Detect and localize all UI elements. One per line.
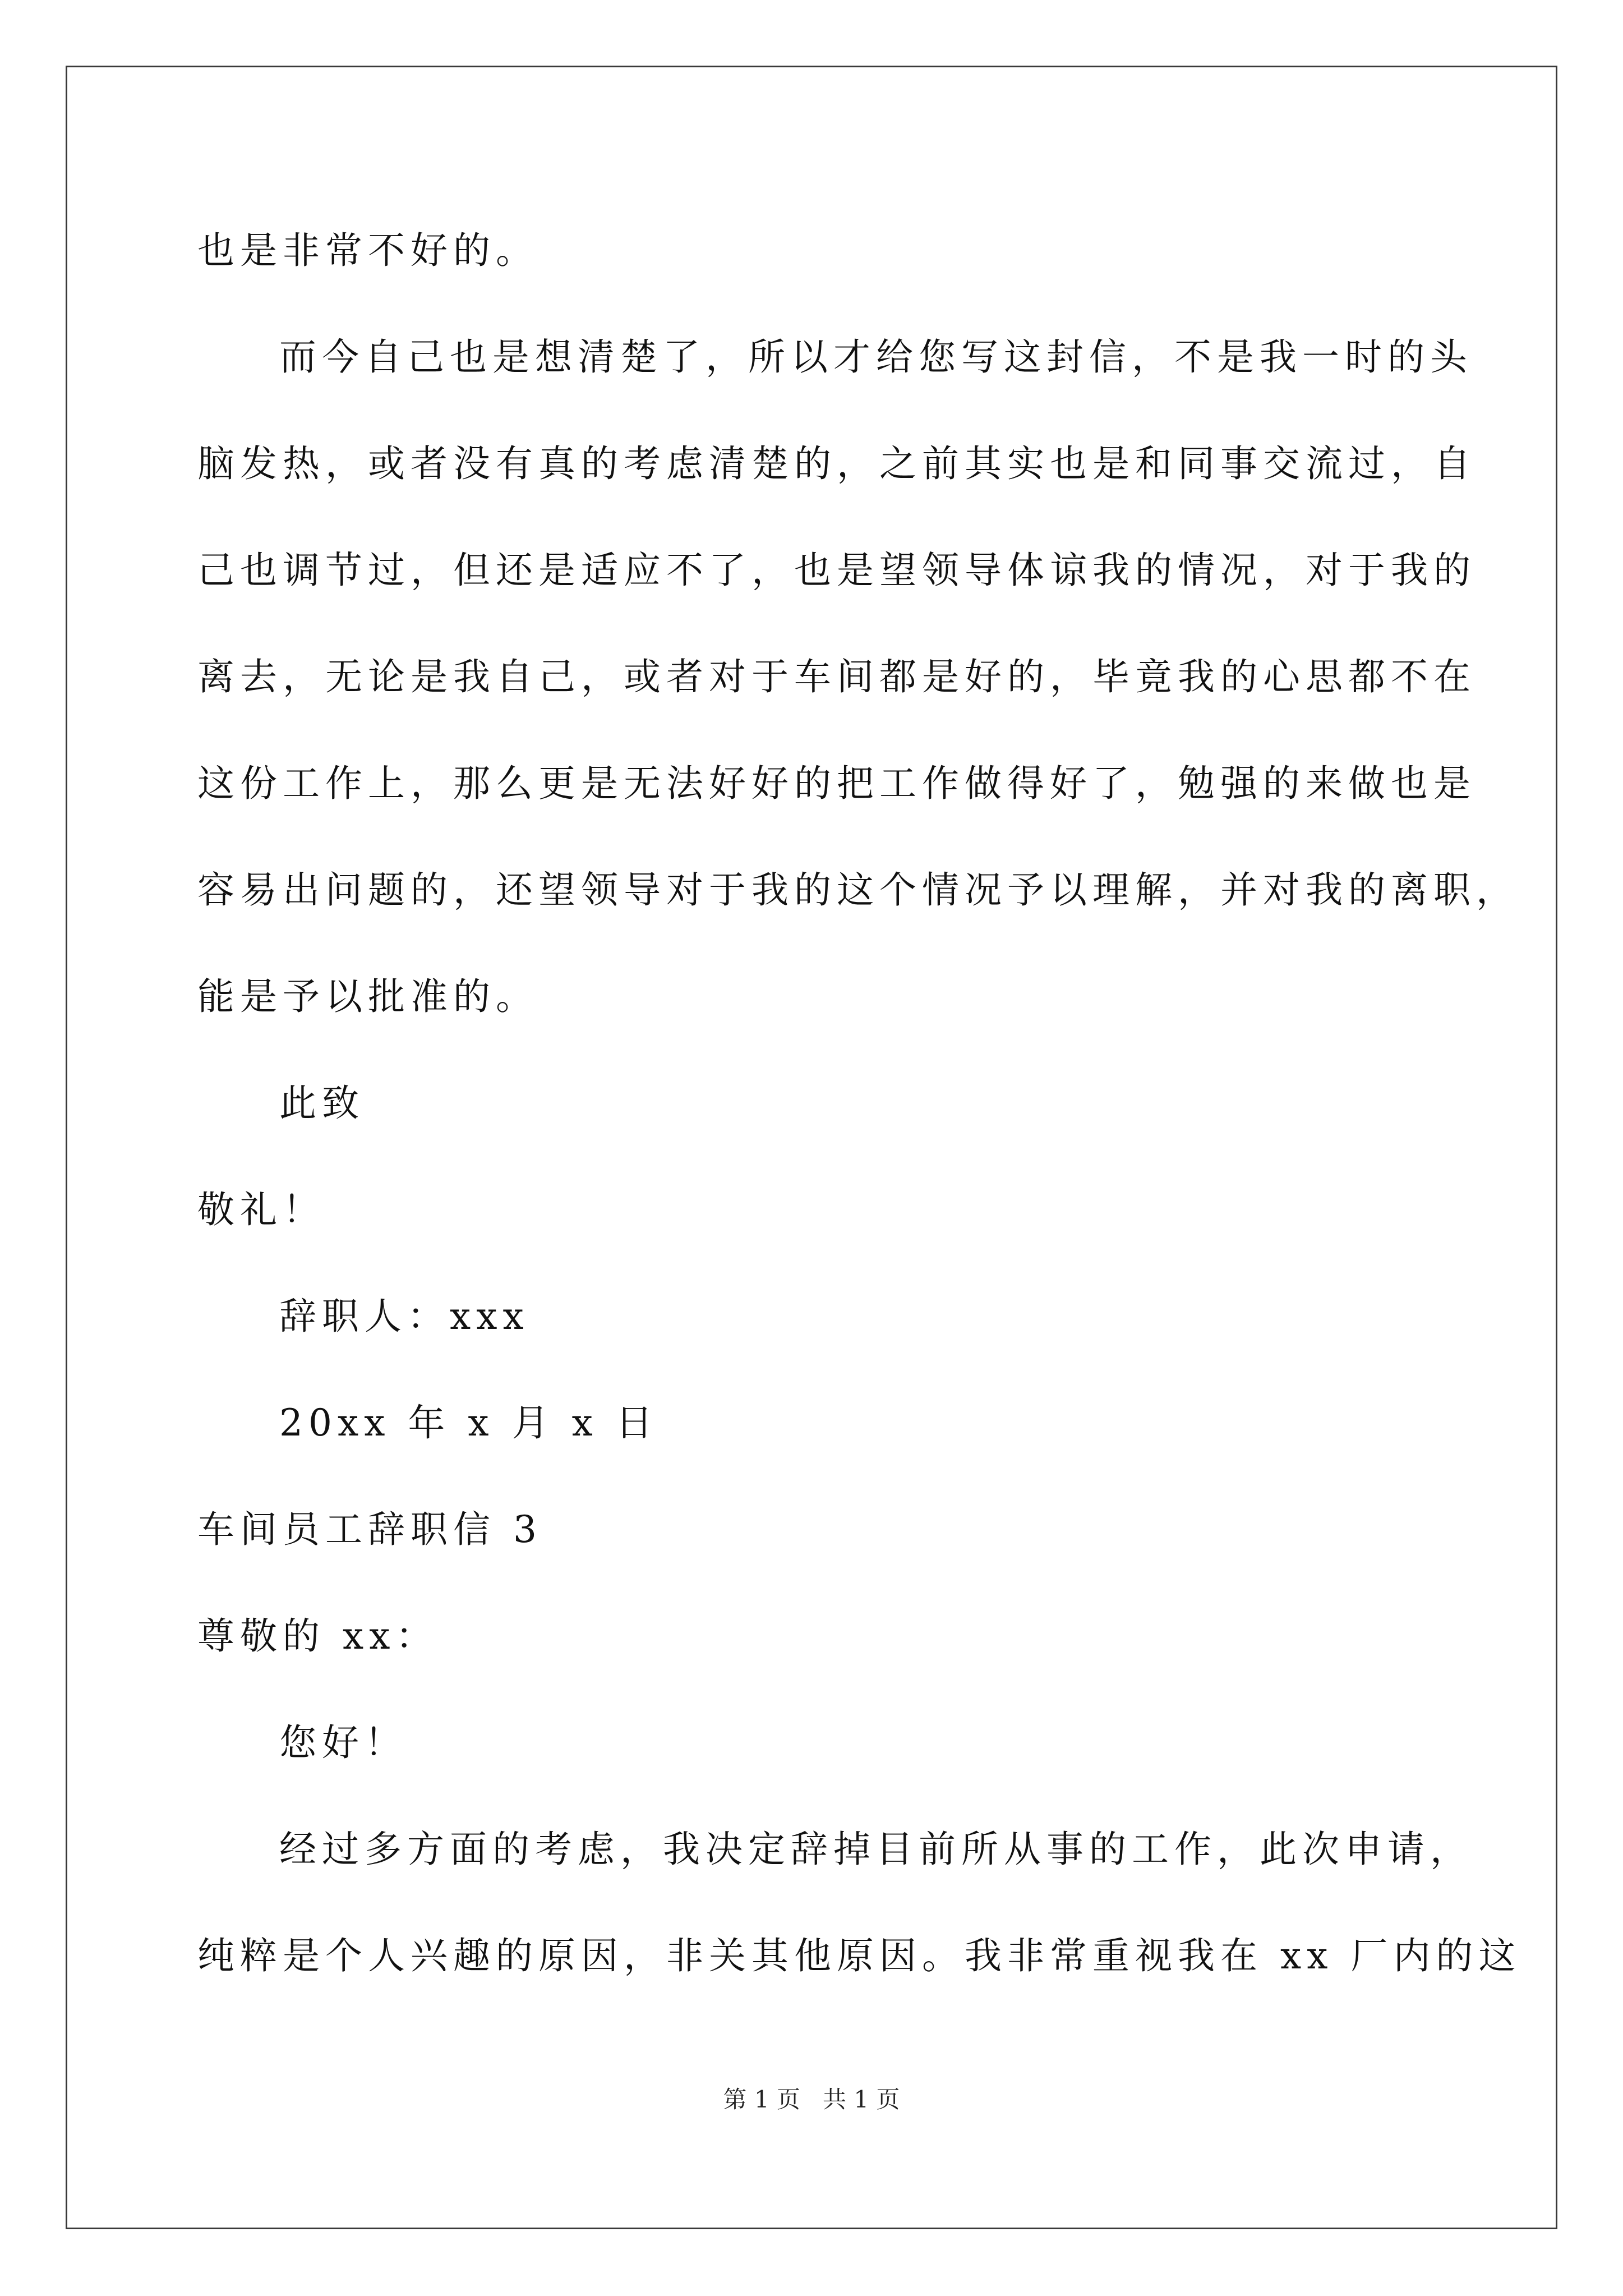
date-line: 20xx 年 x 月 x 日 — [279, 1401, 658, 1444]
text-line: 也是非常不好的。 — [197, 229, 538, 272]
text-line: 脑发热，或者没有真的考虑清楚的，之前其实也是和同事交流过，自 — [197, 442, 1476, 485]
text-line: 这份工作上，那么更是无法好好的把工作做得好了，勉强的来做也是 — [197, 762, 1476, 805]
signature-line: 辞职人：xxx — [279, 1295, 529, 1338]
text-line: 纯粹是个人兴趣的原因，非关其他原因。我非常重视我在 xx 厂内的这 — [197, 1934, 1521, 1977]
text-line: 能是予以批准的。 — [197, 975, 538, 1018]
closing-regards: 敬礼！ — [197, 1188, 325, 1231]
closing-salutation: 此致 — [279, 1082, 365, 1125]
text-line: 经过多方面的考虑，我决定辞掉目前所从事的工作，此次申请， — [279, 1828, 1473, 1871]
section-title: 车间员工辞职信 3 — [197, 1508, 542, 1551]
text-line: 容易出问题的，还望领导对于我的这个情况予以理解，并对我的离职， — [197, 868, 1519, 912]
addressee-line: 尊敬的 xx： — [197, 1614, 439, 1658]
text-line: 离去，无论是我自己，或者对于车间都是好的，毕竟我的心思都不在 — [197, 655, 1476, 698]
text-line: 己也调节过，但还是适应不了，也是望领导体谅我的情况，对于我的 — [197, 549, 1476, 592]
document-body — [197, 209, 1521, 2021]
text-line: 而今自己也是想清楚了，所以才给您写这封信，不是我一时的头 — [279, 335, 1473, 379]
page-footer: 第 1 页 共 1 页 — [723, 2086, 900, 2113]
greeting-line: 您好！ — [279, 1721, 407, 1764]
